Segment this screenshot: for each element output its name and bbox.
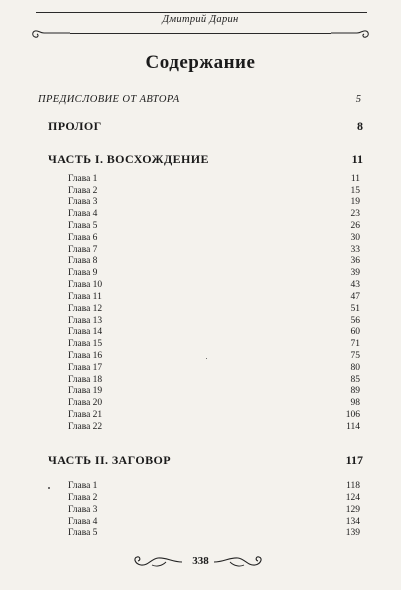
header-ornament-left-icon bbox=[30, 27, 70, 41]
chapter-label: Глава 3 bbox=[68, 505, 98, 515]
chapter-page: 36 bbox=[350, 256, 360, 266]
chapter-page: 114 bbox=[346, 422, 360, 432]
chapter-label: Глава 14 bbox=[68, 327, 103, 337]
chapter-page: 89 bbox=[350, 386, 360, 396]
chapter-label: Глава 6 bbox=[68, 233, 98, 243]
toc-chapter-row bbox=[0, 528, 401, 542]
chapter-label: Глава 18 bbox=[68, 375, 103, 385]
chapter-label: Глава 17 bbox=[68, 363, 103, 373]
chapter-label: Глава 1 bbox=[68, 174, 98, 184]
chapter-page: 47 bbox=[350, 292, 360, 302]
page-title: Содержание bbox=[145, 52, 256, 73]
chapter-page: 43 bbox=[350, 280, 360, 290]
toc-entry-preface bbox=[0, 94, 401, 108]
chapter-label: Глава 4 bbox=[68, 517, 98, 527]
toc-entry-page: 8 bbox=[357, 119, 363, 133]
toc-entry-page: 11 bbox=[351, 152, 363, 166]
chapter-label: Глава 3 bbox=[68, 197, 98, 207]
toc-entry-label: ЧАСТЬ II. ЗАГОВОР bbox=[48, 453, 171, 467]
toc-entry-part-2 bbox=[0, 453, 401, 467]
scan-speck bbox=[206, 358, 207, 359]
chapter-label: Глава 4 bbox=[68, 209, 98, 219]
chapter-page: 39 bbox=[350, 268, 360, 278]
chapter-page: 51 bbox=[350, 304, 360, 314]
chapter-label: Глава 19 bbox=[68, 386, 103, 396]
toc-entry-prologue bbox=[0, 119, 401, 133]
header-rule-top bbox=[36, 12, 367, 13]
toc-entry-label: ПРОЛОГ bbox=[48, 119, 102, 133]
footer-ornament-right-icon bbox=[214, 553, 270, 571]
toc-entry-label: ПРЕДИСЛОВИЕ ОТ АВТОРА bbox=[38, 94, 180, 105]
chapter-page: 106 bbox=[345, 410, 360, 420]
chapter-label: Глава 20 bbox=[68, 398, 103, 408]
page-number: 338 bbox=[192, 555, 209, 567]
chapter-label: Глава 13 bbox=[68, 316, 103, 326]
chapter-label: Глава 7 bbox=[68, 245, 98, 255]
chapter-page: 30 bbox=[350, 233, 360, 243]
chapter-page: 85 bbox=[350, 375, 360, 385]
chapter-page: 11 bbox=[350, 174, 360, 184]
chapter-label: Глава 21 bbox=[68, 410, 103, 420]
chapter-label: Глава 12 bbox=[68, 304, 103, 314]
chapter-page: 71 bbox=[350, 339, 360, 349]
chapter-label: Глава 2 bbox=[68, 186, 98, 196]
chapter-label: Глава 8 bbox=[68, 256, 98, 266]
chapter-page: 139 bbox=[345, 528, 360, 538]
chapter-label: Глава 16 bbox=[68, 351, 103, 361]
toc-entry-part-1 bbox=[0, 152, 401, 166]
chapter-page: 26 bbox=[350, 221, 360, 231]
running-header-author: Дмитрий Дарин bbox=[162, 14, 239, 25]
scan-speck bbox=[48, 487, 50, 489]
chapter-label: Глава 1 bbox=[68, 481, 98, 491]
chapter-label: Глава 9 bbox=[68, 268, 98, 278]
toc-chapter-row bbox=[0, 422, 401, 436]
chapter-label: Глава 11 bbox=[68, 292, 102, 302]
chapter-label: Глава 10 bbox=[68, 280, 103, 290]
chapter-page: 75 bbox=[350, 351, 360, 361]
toc-entry-label: ЧАСТЬ I. ВОСХОЖДЕНИЕ bbox=[48, 152, 209, 166]
chapter-page: 60 bbox=[350, 327, 360, 337]
chapter-label: Глава 2 bbox=[68, 493, 98, 503]
chapter-page: 129 bbox=[345, 505, 360, 515]
chapter-page: 23 bbox=[350, 209, 360, 219]
toc-entry-page: 117 bbox=[345, 453, 363, 467]
chapter-page: 134 bbox=[345, 517, 360, 527]
chapter-page: 19 bbox=[350, 197, 360, 207]
toc-entry-page: 5 bbox=[355, 94, 361, 105]
chapter-page: 98 bbox=[350, 398, 360, 408]
chapter-page: 15 bbox=[350, 186, 360, 196]
chapter-label: Глава 15 bbox=[68, 339, 103, 349]
header-ornament-right-icon bbox=[331, 27, 371, 41]
chapter-page: 56 bbox=[350, 316, 360, 326]
chapter-page: 33 bbox=[350, 245, 360, 255]
chapter-page: 124 bbox=[345, 493, 360, 503]
chapter-page: 80 bbox=[350, 363, 360, 373]
page-footer bbox=[0, 553, 401, 573]
chapter-page: 118 bbox=[346, 481, 360, 491]
chapter-label: Глава 5 bbox=[68, 221, 98, 231]
header-rule-bottom bbox=[70, 33, 331, 34]
chapter-label: Глава 22 bbox=[68, 422, 103, 432]
chapter-label: Глава 5 bbox=[68, 528, 98, 538]
